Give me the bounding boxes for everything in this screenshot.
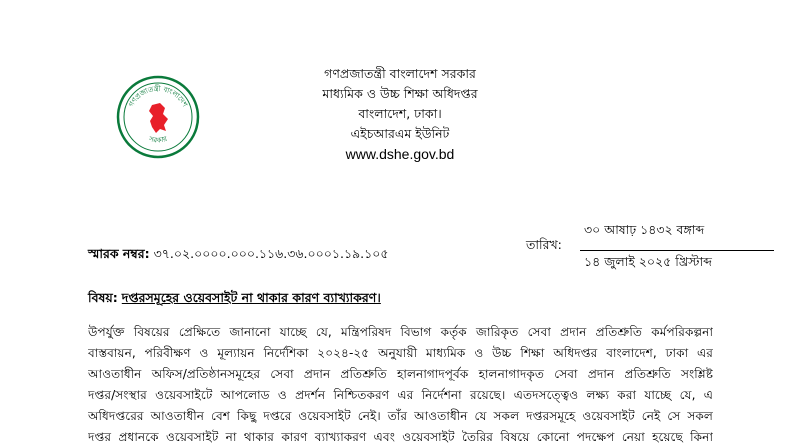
subject-line	[88, 290, 381, 310]
body-line: উপর্যুক্ত বিষয়ের প্রেক্ষিতে জানানো যাচ্ছে যে, মন্ত্রিপরিষদ বিভাগ কর্তৃক জারিকৃত সেবা প্রদান প্রতিশ্রুতি কর্মপরিকল্পনা	[88, 325, 713, 339]
government-seal-icon	[116, 75, 200, 159]
memo-number	[88, 246, 389, 266]
seal-text-bottom: সরকার	[147, 134, 169, 145]
body-line: দপ্তর প্রধানকে ওয়েবসাইট না থাকার কারণ ব্যাখ্যাকরণ এবং ওয়েবসাইট তৈরির বিষয়ে কোনো পদক্ষেপ নেয়া হয়েছে কিনা	[88, 430, 713, 444]
body-line: দপ্তর/সংস্থার ওয়েবসাইটে আপলোড ও প্রদর্শন নিশ্চিতকরণ এর নির্দেশনা রয়েছে। এতদসত্ত্বেও লক্ষ্য করা যাচ্ছে যে, এ	[88, 388, 713, 402]
location: বাংলাদেশ, ঢাকা।	[358, 106, 442, 121]
date-label: তারিখ:	[526, 237, 562, 252]
date-divider	[580, 250, 774, 251]
letter-body	[88, 322, 713, 448]
unit-name: এইচআরএম ইউনিট	[350, 126, 450, 141]
body-line: আওতাধীন অফিস/প্রতিষ্ঠানসমূহের সেবা প্রদান প্রতিশ্রুতি হালনাগাদপূর্বক হালনাগাদকৃত সেবা প্রদান প্রতিশ্রুতি সংশ্লিষ্ট	[88, 367, 713, 381]
seal-text-top: গণপ্রজাতন্ত্রী বাংলাদেশ	[127, 84, 189, 109]
body-line: অধিদপ্তরের আওতাধীন বেশ কিছু দপ্তরে ওয়েবসাইট নেই। তাঁর আওতাধীন যে সকল দপ্তরসমূহে ওয়েবসাইট নেই সে সকল	[88, 409, 713, 423]
date-bangla: ৩০ আষাঢ় ১৪৩২ বঙ্গাব্দ	[584, 222, 705, 237]
directorate-name: মাধ্যমিক ও উচ্চ শিক্ষা অধিদপ্তর	[322, 86, 478, 101]
body-line: বাস্তবায়ন, পরিবীক্ষণ ও মূল্যায়ন নির্দেশিকা ২০২৪-২৫ অনুযায়ী মাধ্যমিক ও উচ্চ শিক্ষা অধিদপ্তর বাংলাদেশ, ঢাকা এর	[88, 346, 713, 360]
memo-label: স্মারক নম্বর:	[88, 246, 150, 261]
subject-text: দপ্তরসমূহের ওয়েবসাইট না থাকার কারণ ব্যাখ্যাকরণ।	[121, 290, 381, 305]
government-name: গণপ্রজাতন্ত্রী বাংলাদেশ সরকার	[324, 66, 476, 81]
subject-label: বিষয়:	[88, 290, 118, 305]
letterhead	[230, 64, 570, 164]
date-gregorian: ১৪ জুলাই ২০২৫ খ্রিস্টাব্দ	[584, 254, 712, 269]
memo-value: ৩৭.০২.০০০০.০০০.১১৬.৩৬.০০০১.১৯.১০৫	[153, 246, 389, 261]
website-link[interactable]: www.dshe.gov.bd	[345, 146, 455, 162]
